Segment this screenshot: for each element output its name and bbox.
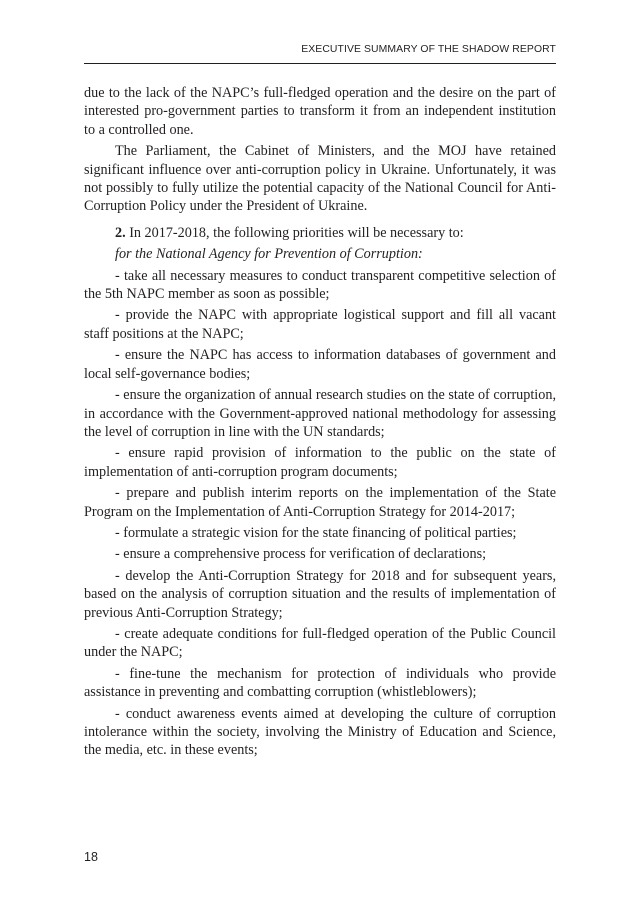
priority-item: - conduct awareness events aimed at developing the culture of corruption intolerance within the society, involving the Ministry of Education and Science, the media, etc. in these events; — [84, 705, 556, 759]
page-body — [84, 84, 556, 763]
priority-item: - formulate a strategic vision for the state financing of political parties; — [115, 524, 517, 541]
priority-item: - ensure a comprehensive process for verification of declarations; — [115, 546, 487, 563]
priority-item: - fine-tune the mechanism for protection of individuals who provide assistance in preventing and combatting corruption (whistleblowers); — [84, 665, 556, 701]
priority-item: - ensure the organization of annual research studies on the state of corruption, in accordance with the Government-approved national methodology for assessing the level of corruption in line with the UN standards; — [84, 387, 556, 440]
priority-item: - ensure the NAPC has access to information databases of government and local self-governance bodies; — [84, 347, 556, 382]
priorities-intro — [84, 224, 556, 242]
page-number: 18 — [84, 850, 98, 864]
running-header: EXECUTIVE SUMMARY OF THE SHADOW REPORT — [301, 44, 556, 55]
header-divider — [84, 63, 556, 64]
priority-item: - create adequate conditions for full-fledged operation of the Public Council under the NAPC; — [84, 625, 556, 661]
priority-item: - take all necessary measures to conduct transparent competitive selection of the 5th NAPC member as soon as possible; — [84, 267, 556, 303]
priority-item: - ensure rapid provision of information to the public on the state of implementation of anti-corruption program documents; — [84, 445, 556, 480]
priority-item: - prepare and publish interim reports on the implementation of the State Program on the Implementation of Anti-Corruption Strategy for 2014-2017; — [84, 485, 556, 520]
paragraph-parliament-influence: The Parliament, the Cabinet of Ministers, and the MOJ have retained significant influence over anti-corruption policy in Ukraine. Unfortunately, it was not possibly to fully utilize the potential capacity of the National Council for Anti-Corruption Policy under the President of Ukraine. — [84, 143, 556, 215]
priority-item: - provide the NAPC with appropriate logistical support and fill all vacant staff positions at the NAPC; — [84, 307, 556, 342]
priorities-number: 2. — [115, 224, 126, 241]
priority-item: - develop the Anti-Corruption Strategy for 2018 and for subsequent years, based on the analysis of corruption situation and the results of implementation of previous Anti-Corruption Strategy; — [84, 567, 556, 621]
priorities-intro-text: In 2017-2018, the following priorities will be necessary to: — [125, 224, 464, 241]
priorities-subheading: for the National Agency for Prevention of Corruption: — [115, 246, 423, 263]
paragraph-continuation: due to the lack of the NAPC’s full-fledged operation and the desire on the part of interested pro-government parties to transform it from an independent institution to a controlled one. — [84, 85, 556, 138]
